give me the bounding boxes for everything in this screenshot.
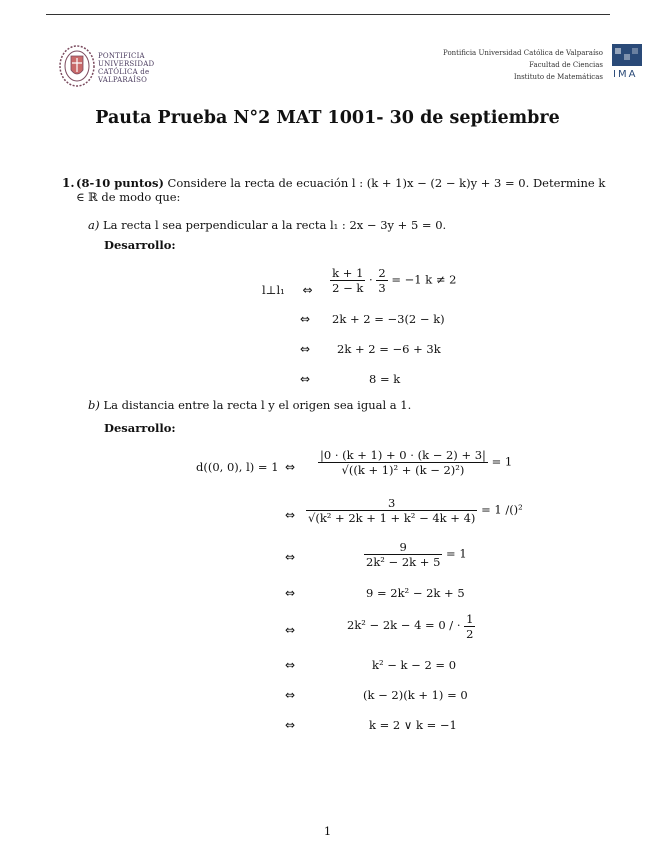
slope-product-rhs: = −1 k ≠ 2 — [391, 272, 457, 287]
question-statement — [76, 176, 616, 204]
squared-fraction: $\frac{9}{\text{2k² − 2k + 5}}$ — [366, 540, 441, 569]
half-fraction: $\frac{1}{2}$ — [466, 612, 474, 641]
part-a — [88, 218, 446, 232]
part-b-step-7: (k − 2)(k + 1) = 0 — [363, 688, 468, 702]
part-b-statement: La distancia entre la recta l y el origen sea igual a 1. — [103, 398, 412, 412]
question-text-a: Considere la recta de ecuación — [167, 176, 349, 190]
page-number: 1 — [323, 824, 332, 838]
part-a-step-1: l⊥l₁ ⇔ $\frac{k + 1}{2 - k}$ · $\frac{2}{3}$ = −1 k ≠ 2 — [262, 266, 457, 297]
part-b-step-8: k = 2 ∨ k = −1 — [369, 718, 457, 732]
fraction-slope-2: $\frac{2}{3}$ — [378, 266, 386, 295]
perp-lhs: l⊥l₁ — [262, 282, 285, 297]
part-a-step-2: 2k + 2 = −3(2 − k) — [332, 312, 445, 326]
part-b-step-6: k² − k − 2 = 0 — [372, 658, 457, 672]
iff-symbol: ⇔ — [300, 372, 311, 386]
iff-symbol: ⇔ — [285, 658, 296, 672]
iff-symbol: ⇔ — [300, 342, 311, 356]
part-b-step-3: $\frac{9}{\text{2k² − 2k + 5}}$ = 1 — [366, 540, 467, 569]
fraction-slope-1: $\frac{k + 1}{2 - k}$ — [332, 266, 364, 295]
iff-symbol: ⇔ — [285, 623, 296, 637]
top-rule — [46, 14, 610, 15]
part-a-statement: La recta l sea perpendicular a la recta l₁ : 2x − 3y + 5 = 0. — [103, 218, 447, 232]
iff-symbol: ⇔ — [285, 550, 296, 564]
part-a-label: a) — [88, 218, 100, 232]
question-points: (8-10 puntos) — [76, 176, 164, 190]
part-b-step-4: 9 = 2k² − 2k + 5 — [366, 586, 465, 600]
institute-header: Pontificia Universidad Católica de Valparaíso Facultad de Ciencias Instituto de Matemáticas — [443, 49, 603, 81]
part-b-dev-label: Desarrollo: — [104, 421, 176, 435]
ima-logo-text: IMA — [613, 69, 638, 80]
part-b-step-2: $\frac{3}{\text{√(k² + 2k + 1 + k² − 4k + 4)}}$ = 1 /()² — [308, 496, 523, 525]
question-number: 1. — [62, 176, 75, 190]
iff-symbol: ⇔ — [285, 718, 296, 732]
part-b-step-5: 2k² − 2k − 4 = 0 / · $\frac{1}{2}$ — [347, 612, 474, 641]
iff-symbol: ⇔ — [285, 460, 296, 474]
part-b-label: b) — [88, 398, 100, 412]
line-equation: l : (k + 1)x − (2 − k)y + 3 = 0. — [351, 176, 530, 190]
part-b — [88, 398, 411, 412]
part-b-step-1: $\frac{|0 \cdot (k + 1) + 0 \cdot (k - 2) + 3|}{\text{√((k + 1)² + (k − 2)²)}}$ = 1 — [320, 448, 513, 477]
question-text-b: Determine k ∈ ℝ de modo que: — [76, 176, 606, 204]
iff-symbol: ⇔ — [285, 508, 296, 522]
university-name: PONTIFICIA UNIVERSIDAD CATÓLICA de VALPARAÍSO — [98, 52, 155, 84]
distance-lhs: d((0, 0), l) = 1 — [196, 460, 279, 474]
iff-symbol: ⇔ — [302, 282, 313, 297]
iff-symbol: ⇔ — [285, 688, 296, 702]
iff-symbol: ⇔ — [300, 312, 311, 326]
university-seal-icon — [59, 44, 95, 88]
page-title: Pauta Prueba N°2 MAT 1001- 30 de septiembre — [95, 108, 560, 128]
part-a-step-3: 2k + 2 = −6 + 3k — [337, 342, 441, 356]
part-a-step-4: 8 = k — [369, 372, 401, 386]
iff-symbol: ⇔ — [285, 586, 296, 600]
expanded-fraction: $\frac{3}{\text{√(k² + 2k + 1 + k² − 4k + 4)}}$ — [308, 496, 476, 525]
part-a-dev-label: Desarrollo: — [104, 238, 176, 252]
distance-fraction: $\frac{|0 \cdot (k + 1) + 0 \cdot (k - 2) + 3|}{\text{√((k + 1)² + (k − 2)²)}}$ — [320, 448, 486, 477]
